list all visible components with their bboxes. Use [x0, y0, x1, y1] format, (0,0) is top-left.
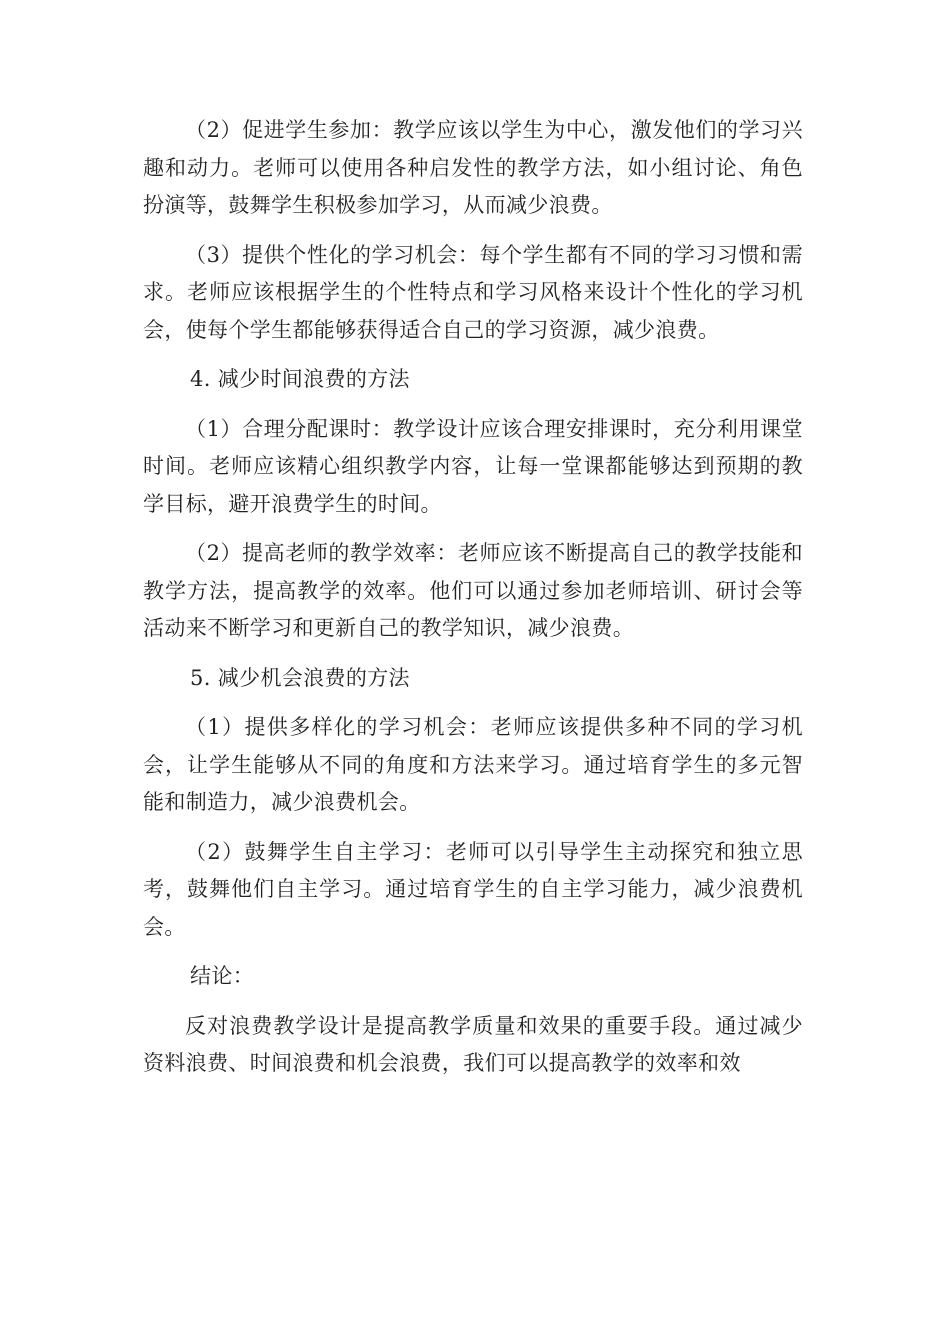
section-heading-opportunity-waste: 5. 减少机会浪费的方法: [190, 665, 410, 690]
paragraph-teaching-efficiency: （2）提高老师的教学效率：老师应该不断提高自己的教学技能和教学方法，提高教学的效率。他们可以通过参加老师培训、研讨会等活动来不断学习和更新自己的教学知识，减少浪费。: [143, 541, 803, 640]
paragraph-allocate-class-hours: （1）合理分配课时：教学设计应该合理安排课时，充分利用课堂时间。老师应该精心组织教学内容，让每一堂课都能够达到预期的教学目标，避开浪费学生的时间。: [143, 416, 803, 516]
paragraph-diverse-opportunities: （1）提供多样化的学习机会：老师应该提供多种不同的学习机会，让学生能够从不同的角度和方法来学习。通过培育学生的多元智能和制造力，减少浪费机会。: [143, 715, 803, 814]
section-heading-time-waste: 4. 减少时间浪费的方法: [190, 367, 410, 391]
paragraph-conclusion: 反对浪费教学设计是提高教学质量和效果的重要手段。通过减少资料浪费、时间浪费和机会浪费，我们可以提高教学的效率和效: [143, 1013, 803, 1075]
paragraph-personalized-learning: （3）提供个性化的学习机会：每个学生都有不同的学习习惯和需求。老师应该根据学生的个性特点和学习风格来设计个性化的学习机会，使每个学生都能够获得适合自己的学习资源，减少浪费。: [143, 242, 803, 342]
paragraph-autonomous-learning: （2）鼓舞学生自主学习：老师可以引导学生主动探究和独立思考，鼓舞他们自主学习。通过培育学生的自主学习能力，减少浪费机会。: [143, 839, 803, 939]
paragraph-promote-participation: （2）促进学生参加：教学应该以学生为中心，激发他们的学习兴趣和动力。老师可以使用各种启发性的教学方法，如小组讨论、角色扮演等，鼓舞学生积极参加学习，从而减少浪费。: [143, 118, 803, 217]
conclusion-heading: 结论：: [190, 964, 255, 988]
document-body: [143, 112, 803, 1095]
